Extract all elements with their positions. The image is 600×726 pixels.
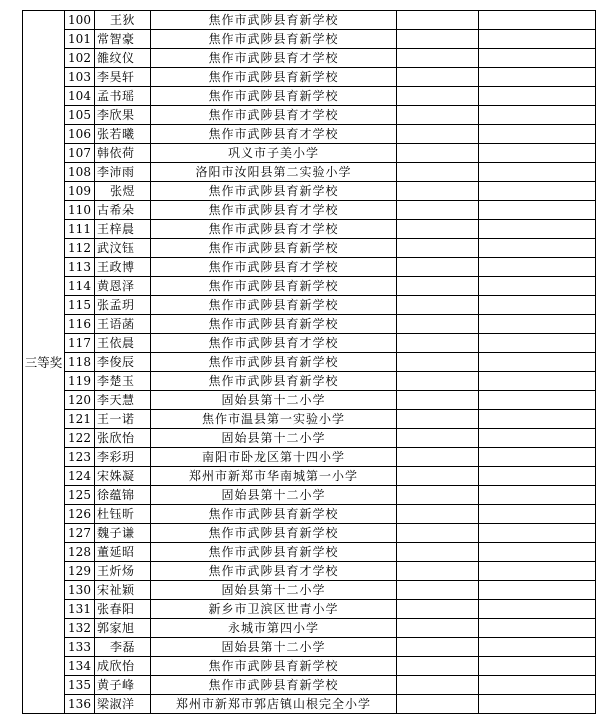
table-row <box>23 619 596 638</box>
student-name-cell: 王依晨 <box>95 334 151 353</box>
table-row <box>23 296 596 315</box>
table-row <box>23 562 596 581</box>
empty-cell <box>397 562 479 581</box>
table-row <box>23 334 596 353</box>
school-cell: 焦作市武陟县育才学校 <box>151 562 397 581</box>
table-row <box>23 581 596 600</box>
empty-cell <box>397 106 479 125</box>
school-cell: 焦作市温县第一实验小学 <box>151 410 397 429</box>
table-row <box>23 87 596 106</box>
student-name-cell: 张若曦 <box>95 125 151 144</box>
empty-cell <box>479 201 596 220</box>
table-row <box>23 353 596 372</box>
empty-cell <box>479 410 596 429</box>
table-row <box>23 239 596 258</box>
empty-cell <box>397 125 479 144</box>
row-number-cell: 122 <box>65 429 95 448</box>
empty-cell <box>479 524 596 543</box>
empty-cell <box>397 638 479 657</box>
school-cell: 焦作市武陟县育新学校 <box>151 505 397 524</box>
table-row <box>23 49 596 68</box>
empty-cell <box>479 676 596 695</box>
table-row <box>23 30 596 49</box>
empty-cell <box>479 429 596 448</box>
table-row <box>23 486 596 505</box>
empty-cell <box>397 296 479 315</box>
empty-cell <box>479 182 596 201</box>
empty-cell <box>479 258 596 277</box>
row-number-cell: 136 <box>65 695 95 714</box>
row-number-cell: 130 <box>65 581 95 600</box>
row-number-cell: 117 <box>65 334 95 353</box>
row-number-cell: 102 <box>65 49 95 68</box>
empty-cell <box>479 239 596 258</box>
empty-cell <box>397 144 479 163</box>
student-name-cell: 李俊辰 <box>95 353 151 372</box>
empty-cell <box>479 581 596 600</box>
empty-cell <box>479 11 596 30</box>
row-number-cell: 135 <box>65 676 95 695</box>
student-name-cell: 黄恩泽 <box>95 277 151 296</box>
row-number-cell: 104 <box>65 87 95 106</box>
table-row <box>23 600 596 619</box>
empty-cell <box>397 239 479 258</box>
empty-cell <box>397 695 479 714</box>
student-name-cell: 宋祉颖 <box>95 581 151 600</box>
empty-cell <box>479 657 596 676</box>
row-number-cell: 121 <box>65 410 95 429</box>
student-name-cell: 魏子谦 <box>95 524 151 543</box>
student-name-cell: 成欣怡 <box>95 657 151 676</box>
table-row <box>23 125 596 144</box>
school-cell: 焦作市武陟县育新学校 <box>151 543 397 562</box>
school-cell: 焦作市武陟县育新学校 <box>151 11 397 30</box>
student-name-cell: 黄子峰 <box>95 676 151 695</box>
row-number-cell: 131 <box>65 600 95 619</box>
table-row <box>23 410 596 429</box>
school-cell: 焦作市武陟县育新学校 <box>151 30 397 49</box>
empty-cell <box>397 11 479 30</box>
school-cell: 焦作市武陟县育新学校 <box>151 524 397 543</box>
empty-cell <box>397 524 479 543</box>
school-cell: 焦作市武陟县育新学校 <box>151 657 397 676</box>
row-number-cell: 128 <box>65 543 95 562</box>
empty-cell <box>479 695 596 714</box>
table-row <box>23 163 596 182</box>
empty-cell <box>479 353 596 372</box>
student-name-cell: 李昊轩 <box>95 68 151 87</box>
school-cell: 新乡市卫滨区世青小学 <box>151 600 397 619</box>
table-row <box>23 11 596 30</box>
table-row <box>23 144 596 163</box>
row-number-cell: 113 <box>65 258 95 277</box>
table-row <box>23 182 596 201</box>
row-number-cell: 106 <box>65 125 95 144</box>
empty-cell <box>397 353 479 372</box>
student-name-cell: 郭家旭 <box>95 619 151 638</box>
empty-cell <box>397 543 479 562</box>
school-cell: 焦作市武陟县育新学校 <box>151 239 397 258</box>
empty-cell <box>397 467 479 486</box>
student-name-cell: 王炘炀 <box>95 562 151 581</box>
row-number-cell: 101 <box>65 30 95 49</box>
empty-cell <box>479 49 596 68</box>
row-number-cell: 133 <box>65 638 95 657</box>
table-row <box>23 429 596 448</box>
student-name-cell: 张春阳 <box>95 600 151 619</box>
empty-cell <box>397 657 479 676</box>
row-number-cell: 116 <box>65 315 95 334</box>
school-cell: 焦作市武陟县育新学校 <box>151 87 397 106</box>
empty-cell <box>479 467 596 486</box>
school-cell: 焦作市武陟县育新学校 <box>151 296 397 315</box>
empty-cell <box>479 619 596 638</box>
school-cell: 焦作市武陟县育新学校 <box>151 182 397 201</box>
empty-cell <box>479 600 596 619</box>
school-cell: 焦作市武陟县育才学校 <box>151 106 397 125</box>
student-name-cell: 张煜 <box>95 182 151 201</box>
student-name-cell: 韩依荷 <box>95 144 151 163</box>
student-name-cell: 武汶钰 <box>95 239 151 258</box>
empty-cell <box>397 448 479 467</box>
table-row <box>23 372 596 391</box>
empty-cell <box>397 68 479 87</box>
empty-cell <box>479 296 596 315</box>
empty-cell <box>479 106 596 125</box>
school-cell: 洛阳市汝阳县第二实验小学 <box>151 163 397 182</box>
student-name-cell: 梁淑洋 <box>95 695 151 714</box>
table-row <box>23 220 596 239</box>
empty-cell <box>479 315 596 334</box>
school-cell: 焦作市武陟县育才学校 <box>151 334 397 353</box>
table-row <box>23 524 596 543</box>
empty-cell <box>479 372 596 391</box>
student-name-cell: 雒纹仪 <box>95 49 151 68</box>
student-name-cell: 常智豪 <box>95 30 151 49</box>
empty-cell <box>397 581 479 600</box>
row-number-cell: 109 <box>65 182 95 201</box>
row-number-cell: 132 <box>65 619 95 638</box>
empty-cell <box>397 315 479 334</box>
empty-cell <box>479 638 596 657</box>
student-name-cell: 李彩玥 <box>95 448 151 467</box>
school-cell: 固始县第十二小学 <box>151 429 397 448</box>
table-row <box>23 315 596 334</box>
row-number-cell: 126 <box>65 505 95 524</box>
empty-cell <box>479 163 596 182</box>
student-name-cell: 王一诺 <box>95 410 151 429</box>
student-name-cell: 孟书瑶 <box>95 87 151 106</box>
empty-cell <box>479 144 596 163</box>
empty-cell <box>479 277 596 296</box>
empty-cell <box>397 505 479 524</box>
row-number-cell: 120 <box>65 391 95 410</box>
student-name-cell: 张孟玥 <box>95 296 151 315</box>
table-row <box>23 448 596 467</box>
row-number-cell: 134 <box>65 657 95 676</box>
row-number-cell: 129 <box>65 562 95 581</box>
table-row <box>23 391 596 410</box>
school-cell: 固始县第十二小学 <box>151 486 397 505</box>
student-name-cell: 李磊 <box>95 638 151 657</box>
school-cell: 焦作市武陟县育新学校 <box>151 315 397 334</box>
school-cell: 固始县第十二小学 <box>151 581 397 600</box>
empty-cell <box>479 30 596 49</box>
award-level-cell: 三等奖 <box>23 11 65 714</box>
school-cell: 郑州市新郑市华南城第一小学 <box>151 467 397 486</box>
row-number-cell: 107 <box>65 144 95 163</box>
empty-cell <box>397 334 479 353</box>
row-number-cell: 118 <box>65 353 95 372</box>
school-cell: 永城市第四小学 <box>151 619 397 638</box>
empty-cell <box>479 125 596 144</box>
school-cell: 焦作市武陟县育新学校 <box>151 353 397 372</box>
table-row <box>23 106 596 125</box>
table-row <box>23 676 596 695</box>
empty-cell <box>479 391 596 410</box>
table-row <box>23 638 596 657</box>
school-cell: 焦作市武陟县育新学校 <box>151 277 397 296</box>
student-name-cell: 李楚玉 <box>95 372 151 391</box>
table-row <box>23 277 596 296</box>
row-number-cell: 108 <box>65 163 95 182</box>
empty-cell <box>397 600 479 619</box>
student-name-cell: 董延昭 <box>95 543 151 562</box>
empty-cell <box>479 543 596 562</box>
empty-cell <box>479 220 596 239</box>
row-number-cell: 115 <box>65 296 95 315</box>
empty-cell <box>479 448 596 467</box>
empty-cell <box>397 49 479 68</box>
empty-cell <box>397 182 479 201</box>
row-number-cell: 125 <box>65 486 95 505</box>
row-number-cell: 111 <box>65 220 95 239</box>
empty-cell <box>397 391 479 410</box>
table-row <box>23 258 596 277</box>
empty-cell <box>397 30 479 49</box>
student-name-cell: 杜钰昕 <box>95 505 151 524</box>
empty-cell <box>397 163 479 182</box>
empty-cell <box>479 562 596 581</box>
empty-cell <box>479 334 596 353</box>
empty-cell <box>397 258 479 277</box>
student-name-cell: 徐蕴锦 <box>95 486 151 505</box>
student-name-cell: 宋姝凝 <box>95 467 151 486</box>
row-number-cell: 123 <box>65 448 95 467</box>
student-name-cell: 张欣怡 <box>95 429 151 448</box>
row-number-cell: 105 <box>65 106 95 125</box>
student-name-cell: 李沛雨 <box>95 163 151 182</box>
empty-cell <box>479 505 596 524</box>
school-cell: 焦作市武陟县育新学校 <box>151 68 397 87</box>
empty-cell <box>397 429 479 448</box>
empty-cell <box>397 201 479 220</box>
school-cell: 焦作市武陟县育才学校 <box>151 220 397 239</box>
student-name-cell: 古希朵 <box>95 201 151 220</box>
student-name-cell: 王梓晨 <box>95 220 151 239</box>
student-name-cell: 王狄 <box>95 11 151 30</box>
empty-cell <box>397 277 479 296</box>
school-cell: 焦作市武陟县育才学校 <box>151 258 397 277</box>
empty-cell <box>479 87 596 106</box>
row-number-cell: 124 <box>65 467 95 486</box>
empty-cell <box>479 486 596 505</box>
school-cell: 焦作市武陟县育才学校 <box>151 201 397 220</box>
row-number-cell: 127 <box>65 524 95 543</box>
school-cell: 焦作市武陟县育才学校 <box>151 49 397 68</box>
table-row <box>23 201 596 220</box>
student-name-cell: 王语菡 <box>95 315 151 334</box>
row-number-cell: 114 <box>65 277 95 296</box>
school-cell: 焦作市武陟县育才学校 <box>151 125 397 144</box>
school-cell: 固始县第十二小学 <box>151 638 397 657</box>
student-name-cell: 王政博 <box>95 258 151 277</box>
table-row <box>23 695 596 714</box>
table-row <box>23 505 596 524</box>
row-number-cell: 110 <box>65 201 95 220</box>
table-row <box>23 543 596 562</box>
table-row <box>23 467 596 486</box>
school-cell: 巩义市子美小学 <box>151 144 397 163</box>
award-table-body <box>23 11 596 714</box>
school-cell: 焦作市武陟县育新学校 <box>151 676 397 695</box>
empty-cell <box>397 410 479 429</box>
school-cell: 焦作市武陟县育新学校 <box>151 372 397 391</box>
empty-cell <box>479 68 596 87</box>
student-name-cell: 李天慧 <box>95 391 151 410</box>
school-cell: 固始县第十二小学 <box>151 391 397 410</box>
empty-cell <box>397 619 479 638</box>
empty-cell <box>397 372 479 391</box>
row-number-cell: 112 <box>65 239 95 258</box>
row-number-cell: 100 <box>65 11 95 30</box>
table-row <box>23 657 596 676</box>
award-table <box>22 10 596 714</box>
school-cell: 郑州市新郑市郭店镇山根完全小学 <box>151 695 397 714</box>
row-number-cell: 103 <box>65 68 95 87</box>
empty-cell <box>397 486 479 505</box>
table-row <box>23 68 596 87</box>
row-number-cell: 119 <box>65 372 95 391</box>
school-cell: 南阳市卧龙区第十四小学 <box>151 448 397 467</box>
empty-cell <box>397 87 479 106</box>
empty-cell <box>397 676 479 695</box>
empty-cell <box>397 220 479 239</box>
student-name-cell: 李欣果 <box>95 106 151 125</box>
